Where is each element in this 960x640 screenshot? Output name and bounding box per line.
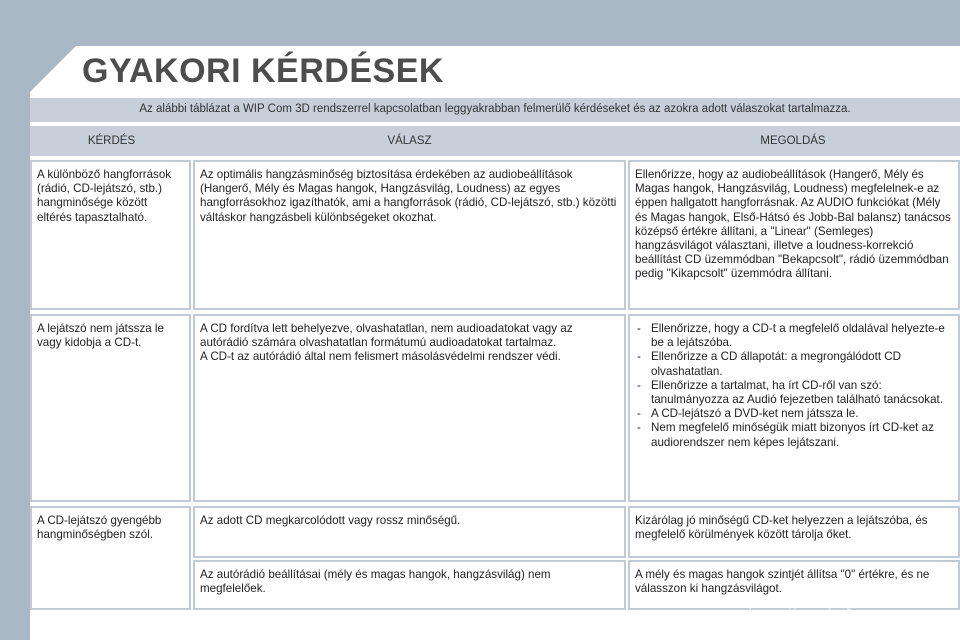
page-title: GYAKORI KÉRDÉSEK [82,52,444,90]
row-3a-solution-text: Kizárólag jó minőségű CD-ket helyezzen a lejátszóba, és megfelelő körülmények között tárolja őket. [635,514,928,542]
table-row-1-solution [628,160,960,310]
list-item: - Ellenőrizze, hogy a CD-t a megfelelő oldalával helyezte-e be a lejátszóba. [635,322,953,350]
table-row-3a-answer [193,506,626,558]
table-row-2-solution [628,314,960,502]
page-number: 268 [32,612,58,629]
header-answer: VÁLASZ [387,135,432,147]
row-3b-solution-text: A mély és magas hangok szintjét állítsa "0" értékre, és ne válasszon ki hangzásvilágot. [635,568,930,596]
table-row-1-question [30,160,191,310]
list-item: - Ellenőrizze a tartalmat, ha írt CD-ről van szó: tanulmányozza az Audió fejezetben található tanácsokat. [635,379,953,407]
list-item: - A CD-lejátszó a DVD-ket nem játssza le. [635,407,953,421]
page-corner-fold [30,46,76,92]
page-subtitle: Az alábbi táblázat a WIP Com 3D rendszerrel kapcsolatban leggyakrabban felmerülő kérdéseket és az azokra adott válaszokat tartalmazza. [139,103,851,115]
watermark-text: carmanualsonline.info [652,606,863,629]
row-1-question-text: A különböző hangforrások (rádió, CD-lejátszó, stb.) hangminősége között eltérés tapasztalható. [37,168,172,224]
list-item: - Nem megfelelő minőségük miatt bizonyos írt CD-ket az audiorendszer nem képes lejátszani. [635,421,953,449]
table-header-row [30,126,960,156]
list-item: - Ellenőrizze a CD állapotát: a megrongálódott CD olvashatatlan. [635,350,953,378]
row-2-answer-text: A CD fordítva lett behelyezve, olvashatatlan, nem audioadatokat vagy az autórádió számára olvashatatlan formátumú audioadatokat tartalmaz. A CD-t az autórádió által nem felismert másolásvédelmi rendszer védi. [200,322,573,364]
row-2-question-text: A lejátszó nem játssza le vagy kidobja a CD-t. [37,322,164,350]
table-row-2-answer [193,314,626,502]
table-row-1-answer [193,160,626,310]
row-2-solution-list [635,322,953,450]
table-row-3a-solution [628,506,960,558]
header-solution: MEGOLDÁS [760,135,826,147]
table-row-3-question [30,506,191,610]
faq-table [30,126,960,610]
row-3b-answer-text: Az autórádió beállításai (mély és magas hangok, hangzásvilág) nem megfelelőek. [200,568,551,596]
header-question: KÉRDÉS [87,135,136,147]
row-3a-answer-text: Az adott CD megkarcolódott vagy rossz minőségű. [200,514,461,527]
table-row-2-question [30,314,191,502]
row-1-solution-text: Ellenőrizze, hogy az audiobeállítások (Hangerő, Mély és Magas hangok, Hangzásvilág, Loudness) megfelelnek-e az éppen hallgatott hangforrásnak. Az AUDIO funkciókat (Mély és Magas hangok, Első-Hátsó és Jobb-Bal balansz) tanácsos középső értékre állítani, a "Linear" (Semleges) hangzásvilágot választani, illetve a loudness-korrekció beállítást CD üzemmódban "Bekapcsolt", rádió üzemmódban pedig "Kikapcsolt" üzemmódra állítani. [635,168,951,281]
table-row-3b-solution [628,560,960,610]
row-1-answer-text: Az optimális hangzásminőség biztosítása érdekében az audiobeállítások (Hangerő, Mély és Magas hangok, Hangzásvilág, Loudness) az egyes hangforrásokhoz igazíthatók, ami a hangforrások (rádió, CD-lejátszó, stb.) közötti váltáskor hangzásbeli különbségeket okozhat. [200,168,617,224]
table-row-3b-answer [193,560,626,610]
row-3-question-text: A CD-lejátszó gyengébb hangminőségben szól. [37,514,162,542]
